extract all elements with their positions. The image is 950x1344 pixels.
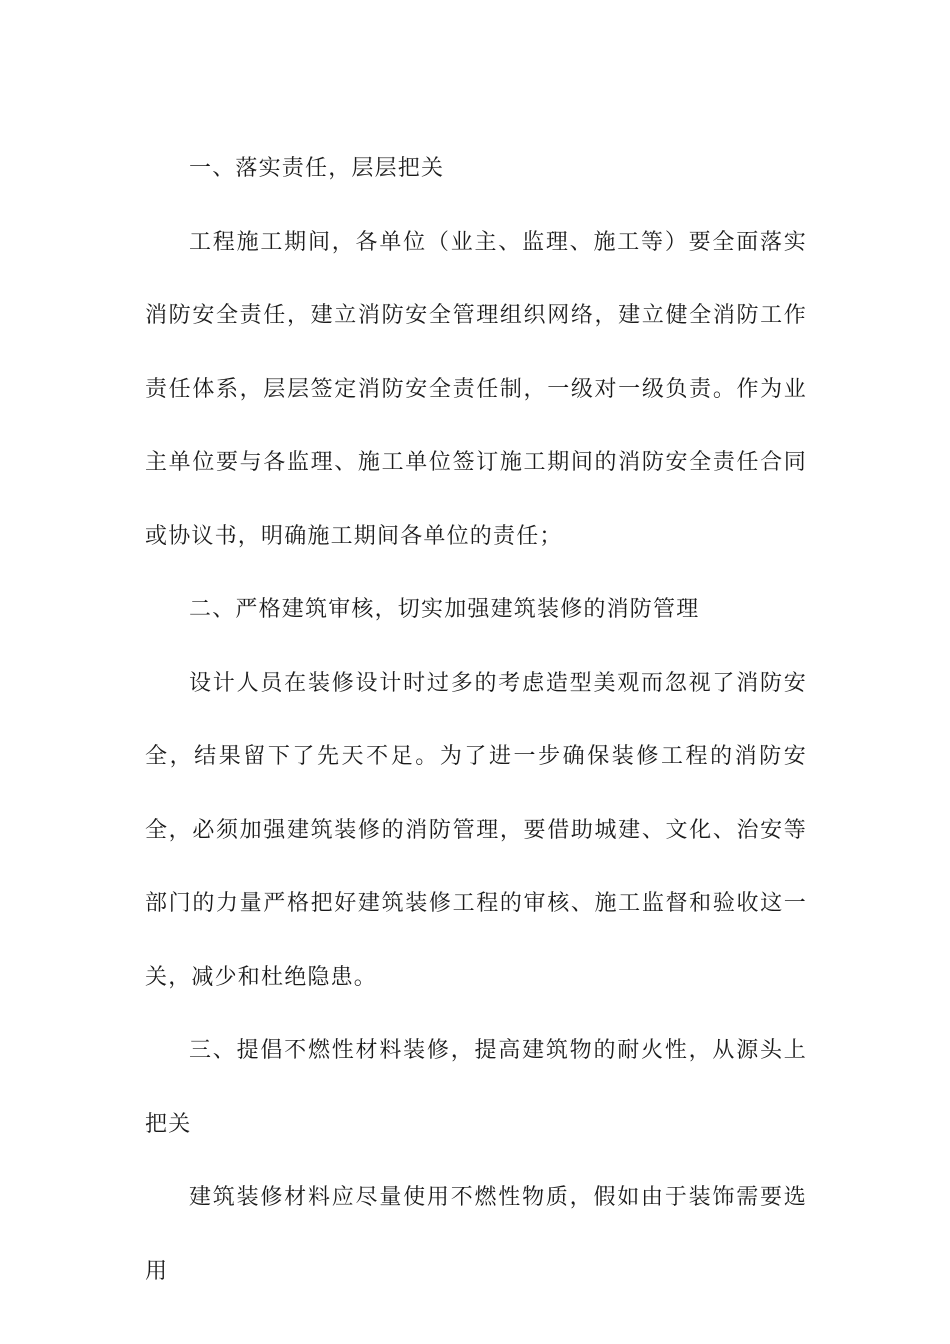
paragraph-materials: 建筑装修材料应尽量使用不燃性物质，假如由于装饰需要选用 <box>145 1185 807 1284</box>
section-heading-2: 二、严格建筑审核，切实加强建筑装修的消防管理 <box>189 597 700 622</box>
section-heading-1: 一、落实责任，层层把关 <box>189 156 445 181</box>
paragraph-review: 设计人员在装修设计时过多的考虑造型美观而忽视了消防安全，结果留下了先天不足。为了进一步确保装修工程的消防安全，必须加强建筑装修的消防管理，要借助城建、文化、治安等部门的力量严格把好建筑装修工程的审核、施工监督和验收这一关，减少和杜绝隐患。 <box>145 670 807 990</box>
document-body <box>145 132 807 1308</box>
paragraph-responsibility: 工程施工期间，各单位（业主、监理、施工等）要全面落实消防安全责任，建立消防安全管理组织网络，建立健全消防工作责任体系，层层签定消防安全责任制，一级对一级负责。作为业主单位要与各监理、施工单位签订施工期间的消防安全责任合同或协议书，明确施工期间各单位的责任； <box>145 229 807 549</box>
section-heading-3: 三、提倡不燃性材料装修，提高建筑物的耐火性，从源头上把关 <box>145 1038 807 1137</box>
